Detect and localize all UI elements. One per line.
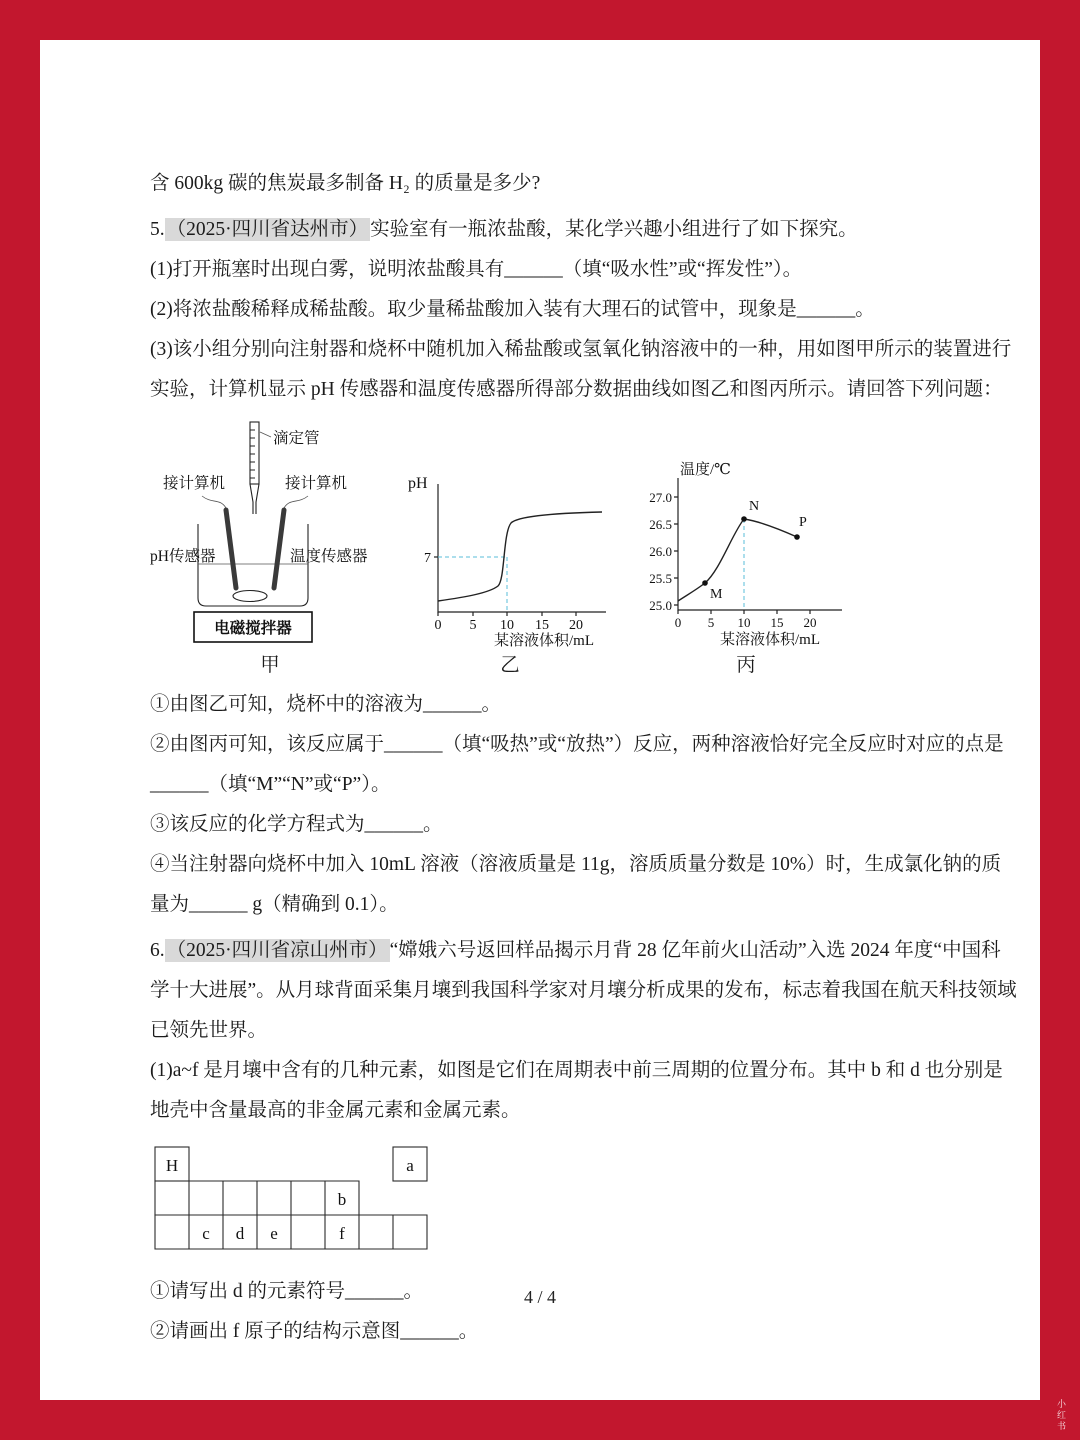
question-6-part-1: (1)a~f 是月壤中含有的几种元素，如图是它们在周期表中前三周期的位置分布。其中 b 和 d 也分别是地壳中含量最高的非金属元素和金属元素。 — [150, 1060, 1003, 1121]
point-M-label: M — [710, 587, 723, 602]
figure-yi-caption: 乙 — [500, 655, 520, 676]
axes — [438, 484, 606, 612]
question-6-source-tag: （2025·四川省凉山州市） — [166, 940, 388, 961]
burette-label: 滴定管 — [273, 430, 320, 447]
question-5-header — [150, 210, 1018, 250]
question-6-header — [150, 931, 1018, 1051]
question-5-sub-4: ④当注射器向烧杯中加入 10mL 溶液（溶液质量是 11g，溶质质量分数是 10%）时，生成氯化钠的质量为______ g（精确到 0.1）。 — [150, 854, 1002, 915]
point-P-label: P — [799, 515, 807, 530]
page-content — [150, 40, 1018, 1352]
temperature-curve — [678, 519, 797, 601]
ph-probe-icon — [226, 510, 236, 588]
question-5-number: 5. — [150, 219, 165, 240]
element-e-label: e — [270, 1224, 278, 1243]
y-tick-label: 25.5 — [649, 571, 672, 586]
y-axis-label: 温度/℃ — [680, 462, 731, 478]
x-tick-label: 20 — [569, 618, 583, 633]
computer-right-label: 接计算机 — [284, 475, 348, 492]
y-tick-label: 27.0 — [649, 490, 672, 505]
figure-jia-apparatus — [150, 420, 390, 679]
paper-page — [40, 40, 1040, 1400]
element-f-label: f — [339, 1224, 345, 1243]
point-N-label: N — [749, 499, 760, 514]
x-tick-label: 10 — [500, 618, 514, 633]
x-tick-label: 0 — [674, 615, 682, 630]
ph-sensor-label: pH传感器 — [150, 548, 216, 565]
y-tick-label: 25.0 — [649, 598, 672, 613]
x-tick-label: 0 — [434, 618, 442, 633]
left-wire-icon — [202, 496, 226, 508]
question-5-source-tag: （2025·四川省达州市） — [166, 219, 369, 240]
burette-label-leader — [260, 432, 271, 437]
question-6-sub-1: ①请写出 d 的元素符号______。 — [150, 1281, 424, 1302]
element-b-label: b — [337, 1190, 347, 1209]
question-5-part-1: (1)打开瓶塞时出现白雾，说明浓盐酸具有______（填“吸水性”或“挥发性”）。 — [150, 259, 803, 280]
right-wire-icon — [284, 496, 308, 508]
x-axis-label: 某溶液体积/mL — [494, 633, 594, 648]
x-tick-label: 10 — [737, 615, 751, 630]
question-6-stem: “嫦娥六号返回样品揭示月背 28 亿年前火山活动”入选 2024 年度“中国科学十大进展”。从月球背面采集月壤到我国科学家对月壤分析成果的发布，标志着我国在航天科技领域已领先世界。 — [150, 940, 1017, 1041]
temp-probe-icon — [274, 510, 284, 588]
watermark-logo: 小红书 — [1056, 1399, 1066, 1432]
question-6-number: 6. — [150, 940, 165, 961]
figure-jia-caption: 甲 — [260, 655, 280, 676]
periodic-table-diagram — [150, 1145, 440, 1257]
x-axis-label: 某溶液体积/mL — [720, 632, 820, 648]
figure-bing-temp-graph — [630, 460, 862, 679]
temp-sensor-label: 温度传感器 — [290, 548, 368, 565]
figure-row — [150, 420, 1018, 679]
question-5-sub-2: ②由图丙可知，该反应属于______（填“吸热”或“放热”）反应，两种溶液恰好完全反应时对应的点是______（填“M”“N”或“P”）。 — [150, 734, 1004, 795]
y-tick-label: 26.0 — [649, 544, 672, 559]
point-N-dot — [741, 516, 747, 522]
x-tick-label: 20 — [803, 615, 817, 630]
computer-left-label: 接计算机 — [162, 475, 226, 492]
question-5-sub-1: ①由图乙可知，烧杯中的溶液为______。 — [150, 694, 502, 715]
apparatus-diagram — [150, 420, 390, 648]
row-3-cells — [155, 1215, 427, 1249]
x-tick-label: 15 — [770, 615, 784, 630]
question-5-stem: 实验室有一瓶浓盐酸，某化学兴趣小组进行了如下探究。 — [370, 219, 858, 240]
y-axis-label: pH — [408, 475, 428, 492]
burette-icon — [250, 422, 259, 514]
x-tick-label: 5 — [469, 618, 477, 633]
element-H-label: H — [165, 1156, 179, 1175]
figure-yi-ph-graph — [404, 472, 616, 679]
x-tick-label: 15 — [535, 618, 549, 633]
beaker-icon — [198, 524, 308, 606]
periodic-table-fragment — [150, 1145, 1018, 1262]
element-d-label: d — [235, 1224, 245, 1243]
question-5-sub-3: ③该反应的化学方程式为______。 — [150, 814, 443, 835]
point-P-dot — [794, 534, 800, 540]
question-5-part-3: (3)该小组分别向注射器和烧杯中随机加入稀盐酸或氢氧化钠溶液中的一种，用如图甲所示的装置进行实验，计算机显示 pH 传感器和温度传感器所得部分数据曲线如图乙和图丙所示。请回答下列问题： — [150, 339, 1012, 400]
page-number: 4 / 4 — [523, 1287, 556, 1307]
stir-bar-icon — [233, 591, 267, 602]
x-tick-label: 5 — [707, 615, 715, 630]
row-2-cells — [155, 1181, 359, 1215]
y-tick-label: 26.5 — [649, 517, 672, 532]
element-c-label: c — [202, 1224, 210, 1243]
question-6-sub-2: ②请画出 f 原子的结构示意图______。 — [150, 1321, 479, 1342]
element-a-label: a — [406, 1156, 414, 1175]
point-M-dot — [702, 580, 708, 586]
axes — [678, 478, 842, 610]
stirrer-label: 电磁搅拌器 — [214, 620, 292, 637]
question-4-tail-line: 含 600kg 碳的焦炭最多制备 H₂ 的质量是多少? — [150, 173, 541, 194]
temperature-graph — [630, 460, 862, 648]
figure-bing-caption: 丙 — [736, 655, 756, 676]
question-5-part-2: (2)将浓盐酸稀释成稀盐酸。取少量稀盐酸加入装有大理石的试管中，现象是______。 — [150, 299, 875, 320]
equivalence-dashed-lines — [438, 557, 507, 612]
ph7-tick-label: 7 — [424, 551, 431, 566]
ph-graph — [404, 472, 616, 648]
